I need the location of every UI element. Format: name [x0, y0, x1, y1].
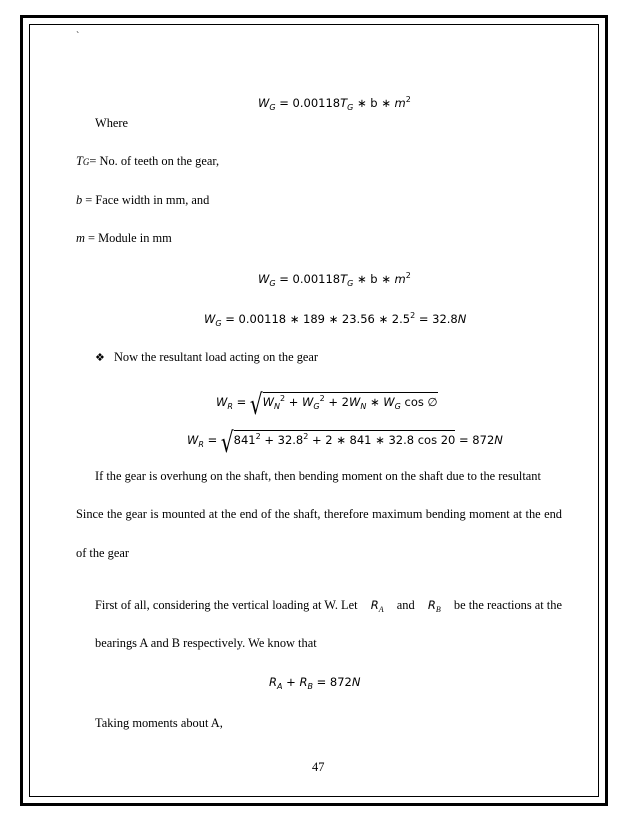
paragraph-vertical-loading-line1: First of all, considering the vertical loading at W. Let $R_A$ and $R_B$ be the reactions at the — [95, 598, 562, 614]
definition-teeth: TG= No. of teeth on the gear, — [76, 154, 220, 168]
paragraph-overhung: If the gear is overhung on the shaft, then bending moment on the shaft due to the resultant — [95, 469, 541, 483]
equation-gear-load-formula: $W_G = 0.00118T_G$ ∗ b ∗ $m^2$ — [258, 95, 411, 112]
definition-module: m = Module in mm — [76, 231, 172, 245]
equation-resultant-value: $W_R = √841^2 + 32.8^2 + 2$ ∗ 841 ∗ 32.8 cos 20 = 872N — [187, 425, 503, 459]
equation-reactions-sum: $R_A + R_B = 872N$ — [269, 675, 361, 691]
paragraph-taking-moments: Taking moments about A, — [95, 716, 223, 730]
corner-mark: ` — [76, 31, 80, 42]
radical-sign: √ — [220, 425, 234, 459]
paragraph-mounted-line1: Since the gear is mounted at the end of the shaft, therefore maximum bending moment at the end — [76, 507, 562, 521]
paragraph-mounted-line2: of the gear — [76, 546, 129, 560]
equation-gear-load-formula-repeat: $W_G = 0.00118T_G$ ∗ b ∗ $m^2$ — [258, 271, 411, 288]
bullet-resultant-load: ❖ Now the resultant load acting on the gear — [95, 350, 319, 364]
definition-face-width: b = Face width in mm, and — [76, 193, 210, 207]
paragraph-vertical-loading-line2: bearings A and B respectively. We know that — [95, 636, 317, 650]
radical-sign: √ — [249, 387, 263, 421]
bullet-diamond-icon: ❖ — [95, 351, 105, 364]
page-number: 47 — [312, 760, 325, 774]
where-label: Where — [95, 116, 129, 130]
equation-resultant-formula: $W_R = √W_N^2 + W_G^2 + 2W_N$ ∗ $W_G$ cos ∅ — [216, 387, 438, 421]
equation-gear-load-value: $W_G = 0.00118$ ∗ 189 ∗ 23.56 ∗ $2.5^2 = 32.8N$ — [204, 311, 467, 328]
